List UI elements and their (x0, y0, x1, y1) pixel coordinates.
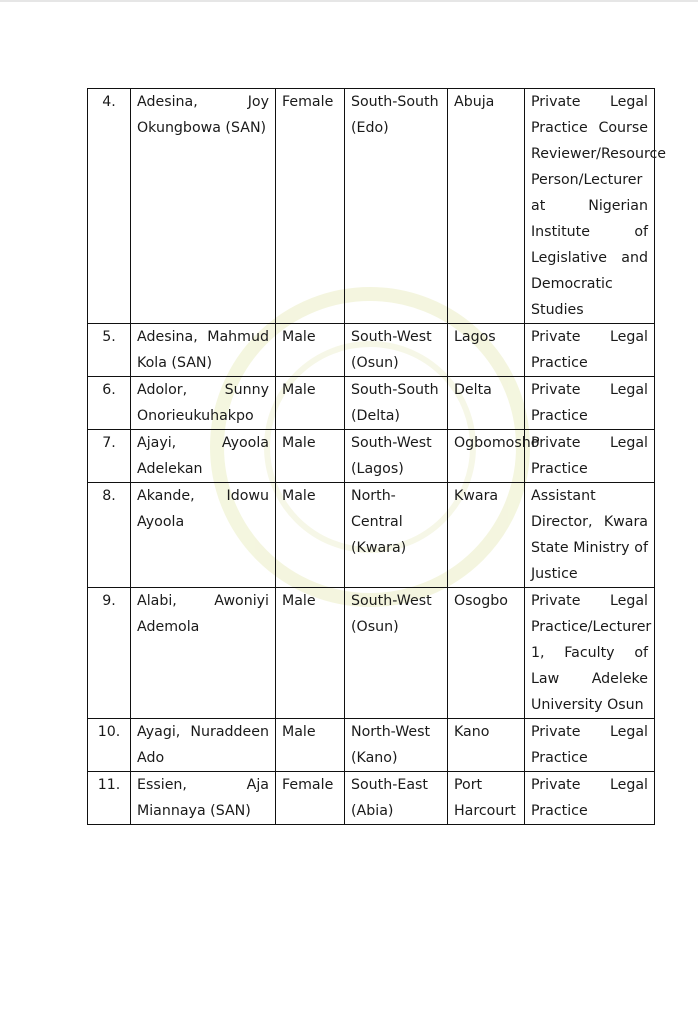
member-gender: Female (276, 772, 345, 825)
geo-zone: South-West (Lagos) (345, 430, 448, 483)
location: Osogbo (448, 588, 525, 719)
location: Lagos (448, 324, 525, 377)
row-number: 7. (88, 430, 131, 483)
occupation: Private Legal Practice (525, 324, 655, 377)
member-gender: Male (276, 430, 345, 483)
member-name: Alabi, Awoniyi Ademola (131, 588, 276, 719)
location: Port Harcourt (448, 772, 525, 825)
geo-zone: South-West (Osun) (345, 324, 448, 377)
occupation: Private Legal Practice (525, 772, 655, 825)
table-row (88, 483, 655, 588)
member-name: Akande, Idowu Ayoola (131, 483, 276, 588)
table-row (88, 377, 655, 430)
location: Kwara (448, 483, 525, 588)
occupation: Assistant Director, Kwara State Ministry of Justice (525, 483, 655, 588)
members-table (87, 88, 667, 825)
member-gender: Male (276, 483, 345, 588)
table-row (88, 719, 655, 772)
geo-zone: South-East (Abia) (345, 772, 448, 825)
member-gender: Male (276, 719, 345, 772)
occupation: Private Legal Practice (525, 719, 655, 772)
member-gender: Male (276, 377, 345, 430)
row-number: 11. (88, 772, 131, 825)
occupation: Private Legal Practice (525, 377, 655, 430)
geo-zone: South-South (Edo) (345, 89, 448, 324)
table-row (88, 772, 655, 825)
page-top-border (0, 0, 698, 2)
member-name: Adesina, Joy Okungbowa (SAN) (131, 89, 276, 324)
member-name: Adesina, Mahmud Kola (SAN) (131, 324, 276, 377)
location: Abuja (448, 89, 525, 324)
geo-zone: South-South (Delta) (345, 377, 448, 430)
occupation: Private Legal Practice (525, 430, 655, 483)
row-number: 4. (88, 89, 131, 324)
geo-zone: North-West (Kano) (345, 719, 448, 772)
member-gender: Female (276, 89, 345, 324)
member-name: Adolor, Sunny Onorieukuhakpo (131, 377, 276, 430)
location: Delta (448, 377, 525, 430)
row-number: 5. (88, 324, 131, 377)
member-name: Ajayi, Ayoola Adelekan (131, 430, 276, 483)
table-row (88, 89, 655, 324)
table-row (88, 324, 655, 377)
table-row (88, 430, 655, 483)
row-number: 10. (88, 719, 131, 772)
table-row (88, 588, 655, 719)
member-gender: Male (276, 324, 345, 377)
location: Kano (448, 719, 525, 772)
row-number: 8. (88, 483, 131, 588)
row-number: 9. (88, 588, 131, 719)
member-gender: Male (276, 588, 345, 719)
member-name: Essien, Aja Miannaya (SAN) (131, 772, 276, 825)
row-number: 6. (88, 377, 131, 430)
location: Ogbomosho (448, 430, 525, 483)
geo-zone: South-West (Osun) (345, 588, 448, 719)
member-name: Ayagi, Nuraddeen Ado (131, 719, 276, 772)
occupation: Private Legal Practice Course Reviewer/Resource Person/Lecturer at Nigerian Institute of Legislative and Democratic Studies (525, 89, 655, 324)
occupation: Private Legal Practice/Lecturer 1, Faculty of Law Adeleke University Osun (525, 588, 655, 719)
geo-zone: North-Central (Kwara) (345, 483, 448, 588)
